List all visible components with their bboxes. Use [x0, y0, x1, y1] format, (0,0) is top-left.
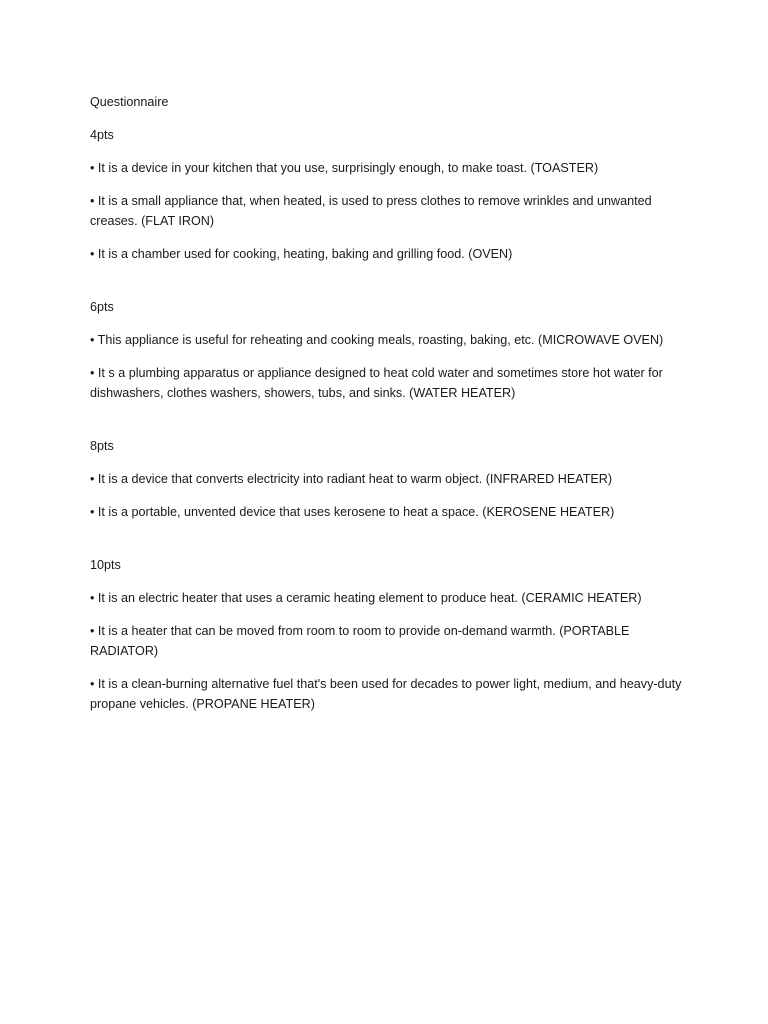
document-title: Questionnaire [90, 95, 169, 109]
section-heading: 10pts [90, 558, 121, 572]
question-item: • It s a plumbing apparatus or appliance designed to heat cold water and sometimes store hot water for dishwashers, clothes washers, showers, tubs, and sinks. (WATER HEATER) [90, 366, 663, 400]
document-page [90, 92, 690, 727]
question-item: • It is a device in your kitchen that you use, surprisingly enough, to make toast. (TOASTER) [90, 161, 599, 175]
question-item: • It is a clean-burning alternative fuel that's been used for decades to power light, medium, and heavy-duty propane vehicles. (PROPANE HEATER) [90, 677, 682, 711]
question-item: • It is a heater that can be moved from room to room to provide on-demand warmth. (PORTABLE RADIATOR) [90, 624, 630, 658]
section-8pts [90, 436, 690, 522]
section-6pts [90, 297, 690, 403]
question-item: • It is a device that converts electricity into radiant heat to warm object. (INFRARED HEATER) [90, 472, 613, 486]
section-heading: 4pts [90, 128, 114, 142]
question-item: • It is a portable, unvented device that uses kerosene to heat a space. (KEROSENE HEATER) [90, 505, 615, 519]
section-4pts [90, 125, 690, 264]
question-item: • It is a chamber used for cooking, heating, baking and grilling food. (OVEN) [90, 247, 513, 261]
section-heading: 8pts [90, 439, 114, 453]
question-item: • It is a small appliance that, when heated, is used to press clothes to remove wrinkles and unwanted creases. (FLAT IRON) [90, 194, 652, 228]
question-item: • This appliance is useful for reheating and cooking meals, roasting, baking, etc. (MICROWAVE OVEN) [90, 333, 664, 347]
section-10pts [90, 555, 690, 714]
section-heading: 6pts [90, 300, 114, 314]
question-item: • It is an electric heater that uses a ceramic heating element to produce heat. (CERAMIC HEATER) [90, 591, 642, 605]
